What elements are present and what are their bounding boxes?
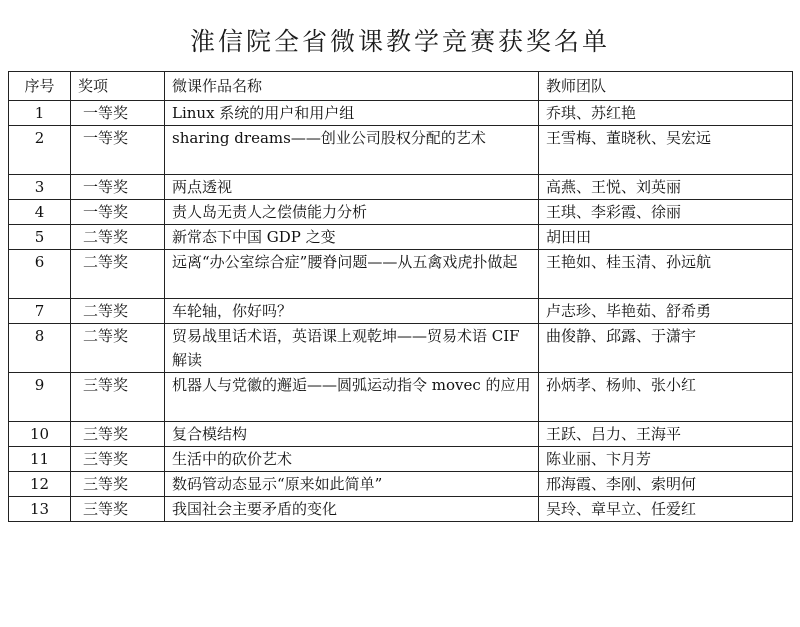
cell-work: Linux 系统的用户和用户组: [165, 101, 539, 126]
cell-no: 12: [9, 472, 71, 497]
table-row: [9, 422, 793, 447]
cell-team: 王雪梅、董晓秋、吴宏远: [539, 126, 793, 175]
table-row: [9, 472, 793, 497]
cell-team: 王琪、李彩霞、徐丽: [539, 200, 793, 225]
cell-team: 王艳如、桂玉清、孙远航: [539, 250, 793, 299]
cell-award: 三等奖: [71, 373, 165, 422]
cell-work: 机器人与党徽的邂逅——圆弧运动指令 movec 的应用: [165, 373, 539, 422]
cell-work: 两点透视: [165, 175, 539, 200]
table-row: [9, 225, 793, 250]
cell-work: 生活中的砍价艺术: [165, 447, 539, 472]
cell-team: 陈业丽、卞月芳: [539, 447, 793, 472]
header-no: 序号: [9, 72, 71, 101]
cell-award: 一等奖: [71, 200, 165, 225]
header-work: 微课作品名称: [165, 72, 539, 101]
cell-no: 5: [9, 225, 71, 250]
cell-award: 三等奖: [71, 447, 165, 472]
cell-no: 4: [9, 200, 71, 225]
cell-award: 二等奖: [71, 225, 165, 250]
table-row: [9, 324, 793, 373]
cell-team: 曲俊静、邱露、于潇宇: [539, 324, 793, 373]
cell-award: 三等奖: [71, 422, 165, 447]
cell-work: sharing dreams——创业公司股权分配的艺术: [165, 126, 539, 175]
header-award: 奖项: [71, 72, 165, 101]
table-row: [9, 299, 793, 324]
cell-work: 数码管动态显示“原来如此简单”: [165, 472, 539, 497]
cell-team: 卢志珍、毕艳茹、舒希勇: [539, 299, 793, 324]
cell-team: 王跃、吕力、王海平: [539, 422, 793, 447]
cell-award: 一等奖: [71, 126, 165, 175]
table-row: [9, 447, 793, 472]
cell-award: 三等奖: [71, 497, 165, 522]
cell-award: 二等奖: [71, 299, 165, 324]
cell-award: 二等奖: [71, 324, 165, 373]
award-table: [8, 71, 793, 522]
cell-no: 3: [9, 175, 71, 200]
table-row: [9, 175, 793, 200]
cell-award: 一等奖: [71, 101, 165, 126]
table-row: [9, 373, 793, 422]
cell-no: 6: [9, 250, 71, 299]
cell-no: 11: [9, 447, 71, 472]
cell-award: 三等奖: [71, 472, 165, 497]
cell-team: 孙炳孝、杨帅、张小红: [539, 373, 793, 422]
cell-no: 8: [9, 324, 71, 373]
cell-work: 车轮轴，你好吗？: [165, 299, 539, 324]
cell-no: 13: [9, 497, 71, 522]
table-row: [9, 126, 793, 175]
table-row: [9, 101, 793, 126]
header-team: 教师团队: [539, 72, 793, 101]
cell-team: 吴玲、章早立、任爱红: [539, 497, 793, 522]
cell-no: 2: [9, 126, 71, 175]
cell-team: 邢海霞、李刚、索明何: [539, 472, 793, 497]
cell-work: 责人岛无责人之偿债能力分析: [165, 200, 539, 225]
cell-work: 复合模结构: [165, 422, 539, 447]
cell-no: 10: [9, 422, 71, 447]
cell-work: 我国社会主要矛盾的变化: [165, 497, 539, 522]
cell-team: 乔琪、苏红艳: [539, 101, 793, 126]
cell-team: 胡田田: [539, 225, 793, 250]
cell-no: 9: [9, 373, 71, 422]
cell-team: 高燕、王悦、刘英丽: [539, 175, 793, 200]
cell-no: 7: [9, 299, 71, 324]
cell-no: 1: [9, 101, 71, 126]
table-row: [9, 497, 793, 522]
page-title: 淮信院全省微课教学竞赛获奖名单: [189, 27, 610, 56]
cell-award: 一等奖: [71, 175, 165, 200]
table-row: [9, 200, 793, 225]
cell-work: 远离“办公室综合症”腰脊问题——从五禽戏虎扑做起: [165, 250, 539, 299]
table-header-row: [9, 72, 793, 101]
cell-award: 二等奖: [71, 250, 165, 299]
cell-work: 新常态下中国 GDP 之变: [165, 225, 539, 250]
table-row: [9, 250, 793, 299]
cell-work: 贸易战里话术语，英语课上观乾坤——贸易术语 CIF 解读: [165, 324, 539, 373]
